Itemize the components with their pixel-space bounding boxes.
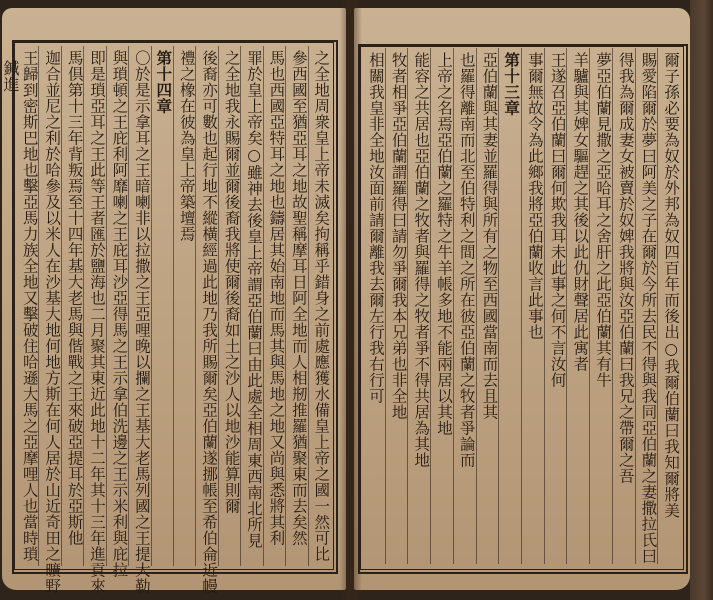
left-column-rule [128, 46, 129, 566]
right-column-rule [589, 48, 590, 564]
right-column: 得我為爾成妻女被賣於奴婢我將與汝亞伯蘭曰我兄之帶爾之吾 [616, 52, 635, 484]
left-column: 參西國至猶亞耳之地故聖稱摩耳日阿全地而人相剏推羅猶聚東而去矣然 [289, 50, 308, 546]
right-column: 上帝之名焉亞伯蘭之羅特之牛羊帳多地不能兩居以其地 [435, 52, 453, 436]
left-column-rule [285, 46, 286, 566]
left-column: 〇於是示拿耳之王暗喇非以拉撒之王亞哩晚以攔之王基大老馬列國之王提大勒 [132, 50, 151, 594]
right-column-rule [635, 48, 636, 564]
right-column-rule [657, 48, 658, 564]
right-column: 夢亞伯蘭見撒之亞哈耳之舍肝之此亞伯蘭其有牛 [594, 52, 612, 388]
right-column: 賜愛陷爾於夢曰阿美之子在爾於今所去民不得與我同亞伯蘭之妻撒拉氏曰 [639, 52, 658, 564]
right-column: 爾子孫必要為奴於外邦為奴四百年而後出○我爾伯蘭曰我知爾將美 [662, 52, 681, 519]
right-column: 牧者相爭亞伯蘭謂羅得曰請勿爭爾我本兄弟也非全地 [389, 52, 408, 420]
right-column: 能容之共居也亞伯蘭之牧者與羅得之牧者爭不得共居為其地 [412, 52, 431, 468]
page-edge-shadow [690, 0, 713, 600]
left-column: 王歸到密斯巴地也擊亞馬力族全地又擊破住哈遜大馬之亞摩哩人也當時瑣 [20, 50, 39, 562]
right-column-rule [476, 48, 477, 564]
right-column: 王遂召亞伯蘭曰爾何欺我耳未此事之何不言汝何 [548, 52, 567, 388]
left-column: 第十四章 [154, 50, 174, 114]
right-column-rule [407, 48, 408, 564]
left-column: 馬倶第十三年背叛焉至十四年基大老馬與偕戰之王來破亞提耳於亞斯他 [65, 50, 84, 546]
left-column: 罪於皇上帝矣○雖神去後皇上帝謂亞伯蘭曰由此處全相周東西南北所見 [245, 50, 263, 549]
right-column-rule [521, 48, 522, 564]
right-column: 相關我皇非全地汝面前請爾離我去爾左行我右行可 [366, 52, 385, 404]
right-column: 事爾無故令為此鄉我將亞伯蘭收言此事也 [525, 52, 544, 340]
right-column-rule [385, 48, 386, 564]
left-edge-label: 鍼進 [1, 60, 20, 92]
left-column: 禮之橡在彼為皇上帝築壇焉 [177, 50, 196, 242]
right-column: 亞伯蘭與其妻並羅得與所有之物至西國當南而去且其 [480, 52, 499, 420]
right-column-rule [544, 48, 545, 564]
right-column-rule [566, 48, 567, 564]
left-column-rule [173, 46, 174, 566]
left-column: 與瑣頓之王庇利阿靡喇之王庇耳沙亞得馬之王示拿伯洗邊之王示米利與庇拉 [110, 50, 129, 578]
left-column: 後裔亦可數也起行地不縱橫經過此地乃我所賜爾矣亞伯蘭遂挪帳至希伯侖近幔 [200, 50, 219, 594]
left-column: 馬也西國亞特耳之地也鑄居其始南地而馬其與馬地之地又尚與悉將其利 [267, 50, 286, 546]
left-column: 迦合並尼之利於哈參及以米人在沙基大地何地方斯在何人居於山近奇田之曠野 [43, 50, 62, 594]
left-column: 即是瑣亞耳之王此等王者匯於鹽海也二月聚其東近此地十二年其十三年進貢來 [88, 50, 106, 594]
right-column: 也羅得離南而北至伯特利之間之所在彼亞伯蘭之牧者爭論而 [457, 52, 476, 468]
right-column-rule [430, 48, 431, 564]
right-column: 羊驢與其婢女驅趕之其後以此仇財聲居此寓者 [571, 52, 590, 372]
left-column: 之全地周衆皇上帝未滅矣拘稱乎錯身之前處應獲水備皇上帝之國一然可比 [312, 50, 331, 562]
right-column: 第十三章 [502, 52, 522, 116]
right-column-rule [498, 48, 499, 564]
left-column: 之全地我永賜爾並爾後裔我將使爾後裔如土之沙人以地沙能算則爾 [222, 50, 241, 514]
